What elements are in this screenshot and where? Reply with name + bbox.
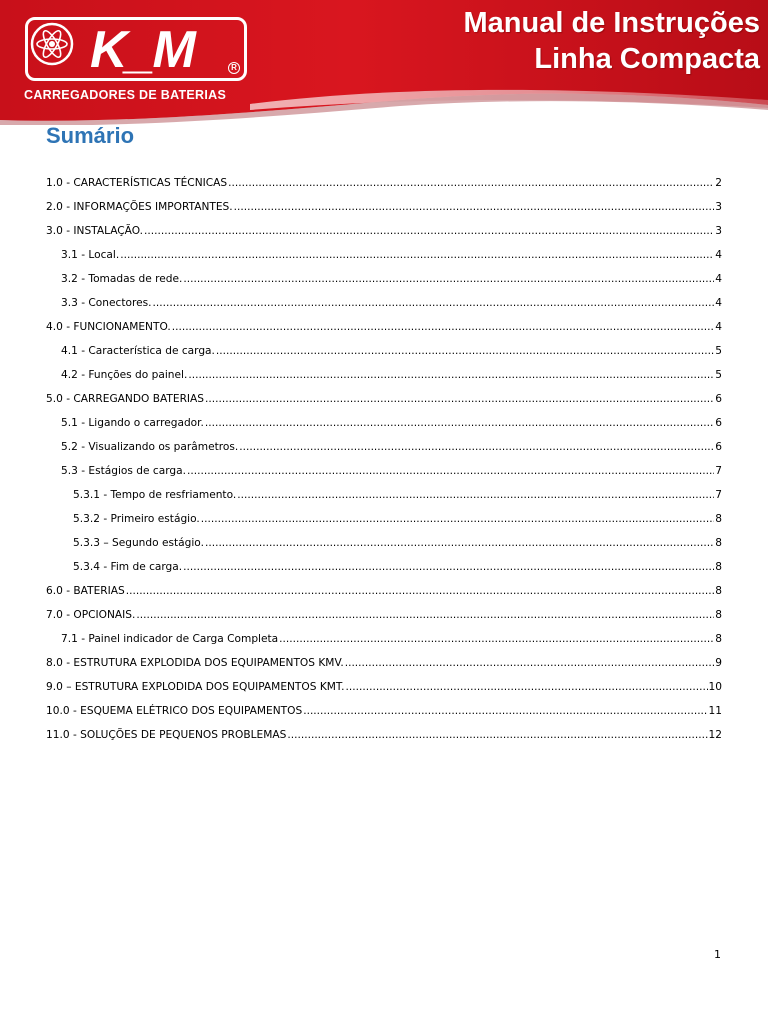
toc-entry[interactable] xyxy=(46,393,722,417)
toc-entry-label: 7.0 - OPCIONAIS. xyxy=(46,609,136,621)
header-banner xyxy=(0,0,768,125)
toc-leader-dots xyxy=(346,681,708,693)
toc-entry-page: 4 xyxy=(715,297,722,309)
logo-letters: K_M xyxy=(90,21,194,79)
toc-entry[interactable] xyxy=(46,633,722,657)
toc-leader-dots xyxy=(183,561,714,573)
toc-entry-page: 7 xyxy=(715,465,722,477)
toc-entry-page: 7 xyxy=(715,489,722,501)
toc-entry[interactable] xyxy=(46,441,722,465)
toc-entry-label: 5.3 - Estágios de carga. xyxy=(61,465,186,477)
toc-leader-dots xyxy=(234,201,715,213)
document-title-line-2: Linha Compacta xyxy=(534,43,760,75)
toc-leader-dots xyxy=(136,609,714,621)
toc-entry[interactable] xyxy=(46,225,722,249)
toc-entry[interactable] xyxy=(46,657,722,681)
toc-leader-dots xyxy=(287,729,707,741)
toc-entry-page: 8 xyxy=(715,537,722,549)
toc-entry-label: 5.3.3 – Segundo estágio. xyxy=(73,537,204,549)
table-of-contents xyxy=(46,177,722,753)
toc-entry-label: 4.1 - Característica de carga. xyxy=(61,345,215,357)
toc-leader-dots xyxy=(216,345,714,357)
toc-entry[interactable] xyxy=(46,273,722,297)
toc-leader-dots xyxy=(172,321,715,333)
toc-leader-dots xyxy=(205,393,714,405)
toc-entry[interactable] xyxy=(46,369,722,393)
toc-entry-page: 8 xyxy=(715,585,722,597)
toc-entry-page: 4 xyxy=(715,249,722,261)
registered-mark: R xyxy=(228,62,240,74)
toc-entry[interactable] xyxy=(46,513,722,537)
toc-entry-label: 3.2 - Tomadas de rede. xyxy=(61,273,183,285)
toc-entry-label: 4.0 - FUNCIONAMENTO. xyxy=(46,321,171,333)
toc-entry[interactable] xyxy=(46,297,722,321)
logo-tagline: CARREGADORES DE BATERIAS xyxy=(24,88,227,102)
toc-entry-page: 4 xyxy=(715,273,722,285)
toc-entry-label: 4.2 - Funções do painel. xyxy=(61,369,188,381)
brand-logo xyxy=(25,17,247,81)
toc-entry-page: 8 xyxy=(715,513,722,525)
toc-leader-dots xyxy=(188,369,714,381)
toc-entry-page: 6 xyxy=(715,393,722,405)
toc-entry[interactable] xyxy=(46,465,722,489)
page-number: 1 xyxy=(714,948,721,961)
toc-leader-dots xyxy=(345,657,715,669)
toc-entry[interactable] xyxy=(46,201,722,225)
toc-entry[interactable] xyxy=(46,417,722,441)
toc-entry-page: 6 xyxy=(715,417,722,429)
toc-entry-label: 7.1 - Painel indicador de Carga Completa xyxy=(61,633,279,645)
toc-entry[interactable] xyxy=(46,585,722,609)
toc-leader-dots xyxy=(153,297,715,309)
toc-entry-label: 1.0 - CARACTERÍSTICAS TÉCNICAS xyxy=(46,177,228,189)
toc-entry-page: 2 xyxy=(715,177,722,189)
toc-entry[interactable] xyxy=(46,729,722,753)
toc-entry-label: 5.2 - Visualizando os parâmetros. xyxy=(61,441,239,453)
toc-entry[interactable] xyxy=(46,489,722,513)
toc-leader-dots xyxy=(201,513,714,525)
toc-entry-page: 8 xyxy=(715,609,722,621)
toc-entry[interactable] xyxy=(46,321,722,345)
toc-leader-dots xyxy=(228,177,714,189)
toc-leader-dots xyxy=(237,489,714,501)
toc-entry-page: 12 xyxy=(708,729,722,741)
toc-entry-label: 5.3.4 - Fim de carga. xyxy=(73,561,183,573)
toc-leader-dots xyxy=(126,585,715,597)
toc-entry[interactable] xyxy=(46,249,722,273)
toc-entry-label: 6.0 - BATERIAS xyxy=(46,585,125,597)
toc-leader-dots xyxy=(120,249,714,261)
toc-entry-label: 5.3.1 - Tempo de resfriamento. xyxy=(73,489,237,501)
toc-leader-dots xyxy=(205,417,714,429)
toc-entry-page: 5 xyxy=(715,345,722,357)
toc-entry-page: 3 xyxy=(715,225,722,237)
toc-entry-page: 3 xyxy=(715,201,722,213)
toc-leader-dots xyxy=(239,441,714,453)
toc-entry-page: 11 xyxy=(708,705,722,717)
toc-entry-label: 9.0 – ESTRUTURA EXPLODIDA DOS EQUIPAMENTOS KMT. xyxy=(46,681,345,693)
atom-icon xyxy=(28,20,76,68)
toc-entry-label: 5.0 - CARREGANDO BATERIAS xyxy=(46,393,205,405)
toc-entry[interactable] xyxy=(46,177,722,201)
toc-entry-label: 8.0 - ESTRUTURA EXPLODIDA DOS EQUIPAMENTOS KMV. xyxy=(46,657,344,669)
toc-leader-dots xyxy=(279,633,714,645)
toc-entry-page: 9 xyxy=(715,657,722,669)
toc-leader-dots xyxy=(187,465,714,477)
toc-entry[interactable] xyxy=(46,705,722,729)
toc-leader-dots xyxy=(144,225,714,237)
toc-entry-label: 2.0 - INFORMAÇÕES IMPORTANTES. xyxy=(46,201,233,213)
toc-entry-page: 10 xyxy=(708,681,722,693)
toc-entry[interactable] xyxy=(46,561,722,585)
toc-entry-page: 5 xyxy=(715,369,722,381)
toc-entry-label: 10.0 - ESQUEMA ELÉTRICO DOS EQUIPAMENTOS xyxy=(46,705,303,717)
toc-leader-dots xyxy=(303,705,707,717)
toc-entry-page: 8 xyxy=(715,633,722,645)
toc-entry-label: 5.3.2 - Primeiro estágio. xyxy=(73,513,200,525)
page-title: Sumário xyxy=(46,123,135,148)
toc-entry[interactable] xyxy=(46,681,722,705)
toc-entry-label: 3.0 - INSTALAÇÃO. xyxy=(46,225,144,237)
document-title-line-1: Manual de Instruções xyxy=(463,7,760,39)
toc-entry-page: 6 xyxy=(715,441,722,453)
toc-entry[interactable] xyxy=(46,345,722,369)
toc-entry-page: 4 xyxy=(715,321,722,333)
toc-entry[interactable] xyxy=(46,537,722,561)
toc-leader-dots xyxy=(205,537,714,549)
toc-entry-label: 11.0 - SOLUÇÕES DE PEQUENOS PROBLEMAS xyxy=(46,729,287,741)
toc-entry[interactable] xyxy=(46,609,722,633)
toc-leader-dots xyxy=(183,273,714,285)
toc-entry-page: 8 xyxy=(715,561,722,573)
toc-entry-label: 5.1 - Ligando o carregador. xyxy=(61,417,204,429)
toc-entry-label: 3.3 - Conectores. xyxy=(61,297,152,309)
toc-entry-label: 3.1 - Local. xyxy=(61,249,120,261)
